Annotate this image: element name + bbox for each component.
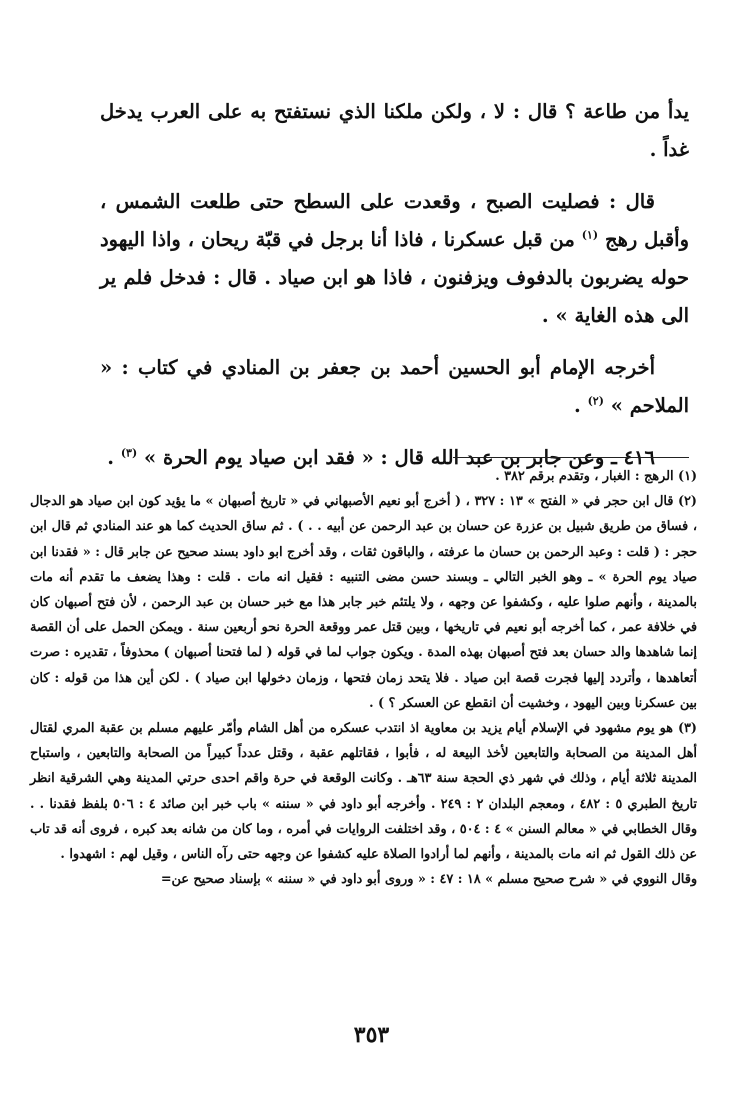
paragraph-3 xyxy=(100,349,689,425)
main-text xyxy=(100,93,689,477)
footnote-ref-2[interactable]: (٢) xyxy=(587,394,604,408)
footnote-1-text: الرهج : الغبار ، وتقدم برقم ٣٨٢ . xyxy=(495,469,674,484)
footnote-ref-3[interactable]: (٣) xyxy=(120,446,138,460)
footnote-3 xyxy=(30,716,697,867)
paragraph-3-text: أخرجه الإمام أبو الحسين أحمد بن جعفر بن المنادي في كتاب : « الملاحم » xyxy=(100,356,689,417)
paragraph-2-text-a: قال : فصليت الصبح ، وقعدت على السطح حتى طلعت الشمس ، وأقبل رهج xyxy=(100,190,689,251)
page-number: ٣٥٣ xyxy=(353,1022,390,1048)
footnotes xyxy=(30,464,697,892)
footnote-2-text: قال ابن حجر في « الفتح » ١٣ : ٣٢٧ ، ( أخرج أبو نعيم الأصبهاني في « تاريخ أصبهان » ما يؤيد كون ابن صياد هو الدجال ، فساق من طريق شبيل بن عزرة عن حسان بن عبد الرحمن عن أبيه . . ) . ثم ساق الحديث كما هو عند المنادي ثم قال ابن حجر : ( قلت : وعبد الرحمن بن حسان ما عرفته ، والباقون ثقات ، وقد أخرج ابو داود بسند صحيح عن جابر قال : « فقدنا ابن صياد يوم الحرة » ـ وهو الخبر التالي ـ وبسند حسن مضى التنبيه : فقيل انه مات . قلت : وهذا يضعف ما تقدم أنه مات بالمدينة ، وأنهم صلوا عليه ، وكشفوا عن وجهه ، ولا يلتئم خبر جابر هذا مع خبر حسان بن عبد الرحمن ، لأن فتح أصبهان كان في خلافة عمر ، كما أخرجه أبو نعيم في تاريخها ، وبين قتل عمر ووقعة الحرة نحو أربعين سنة . ويمكن الحمل على أن القصة إنما شاهدها والد حسان بعد فتح أصبهان بهذه المدة . ويكون جواب لما في قوله ( لما فتحنا أصبهان ) محذوفاً ، تقديره : صرت أتعاهدها ، وأتردد إليها فجرت قصة ابن صياد . فلا يتحد زمان فتحها ، وزمان دخولها ابن صياد ) . لكن أين هذا من قوله : كان بين عسكرنا وبين اليهود ، وخشيت أن انقطع عن العسكر ؟ ) . xyxy=(30,494,697,711)
footnote-separator xyxy=(453,457,689,458)
footnote-continuation-text: وقال النووي في « شرح صحيح مسلم » ١٨ : ٤٧ : « وروى أبو داود في « سننه » بإسناد صحيح عن= xyxy=(160,872,697,888)
footnote-2 xyxy=(30,489,697,716)
footnote-ref-1[interactable]: (١) xyxy=(581,228,599,242)
paragraph-4-text: ٤١٦ ـ وعن جابر بن عبد الله قال : « فقد ابن صياد يوم الحرة » xyxy=(143,446,655,469)
paragraph-4-end: . xyxy=(107,446,115,469)
paragraph-1: يدأ من طاعة ؟ قال : لا ، ولكن ملكنا الذي نستفتح به على العرب يدخل غداً . xyxy=(100,100,689,161)
paragraph-2-text-b: من قبل عسكرنا ، فاذا أنا برجل في قبّة ريحان ، واذا اليهود حوله يضربون بالدفوف ويزفنون ، فاذا هو ابن صياد . قال : فدخل فلم ير الى هذه الغاية » . xyxy=(100,228,689,327)
footnote-continuation xyxy=(30,867,697,892)
footnote-1-number: (١) xyxy=(678,469,697,484)
footnote-3-text: هو يوم مشهود في الإسلام أيام يزيد بن معاوية اذ انتدب عسكره من أهل الشام وأمّر عليهم مسلم بن عقبة المري لقتال أهل المدينة من الصحابة والتابعين لأخذ البيعة له ، فأبوا ، فقاتلهم عقبة ، وقتل عدداً كبيراً من الصحابة والتابعين ، واستباح المدينة ثلاثة أيام ، وذلك في شهر ذي الحجة سنة ٦٣هـ . وكانت الوقعة في حرة واقم احدى حرتي المدينة وهي الشرقية انظر تاريخ الطبري ٥ : ٤٨٢ ، ومعجم البلدان ٢ : ٢٤٩ . وأخرجه أبو داود في « سننه » باب خبر ابن صائد ٤ : ٥٠٦ بلفظ فقدنا . . وقال الخطابي في « معالم السنن » ٤ : ٥٠٤ ، وقد اختلفت الروايات في أمره ، وما كان من شانه بعد كبره ، فروى أنه قد تاب عن ذلك القول ثم انه مات بالمدينة ، وأنهم لما أرادوا الصلاة عليه كشفوا عن وجهه حتى رآه الناس ، وقيل لهم : اشهدوا . xyxy=(30,721,697,863)
footnote-1 xyxy=(30,464,697,489)
footnote-3-number: (٣) xyxy=(677,721,697,737)
footnote-2-number: (٢) xyxy=(677,494,697,510)
paragraph-3-end: . xyxy=(573,394,581,417)
paragraph-2 xyxy=(100,183,689,335)
